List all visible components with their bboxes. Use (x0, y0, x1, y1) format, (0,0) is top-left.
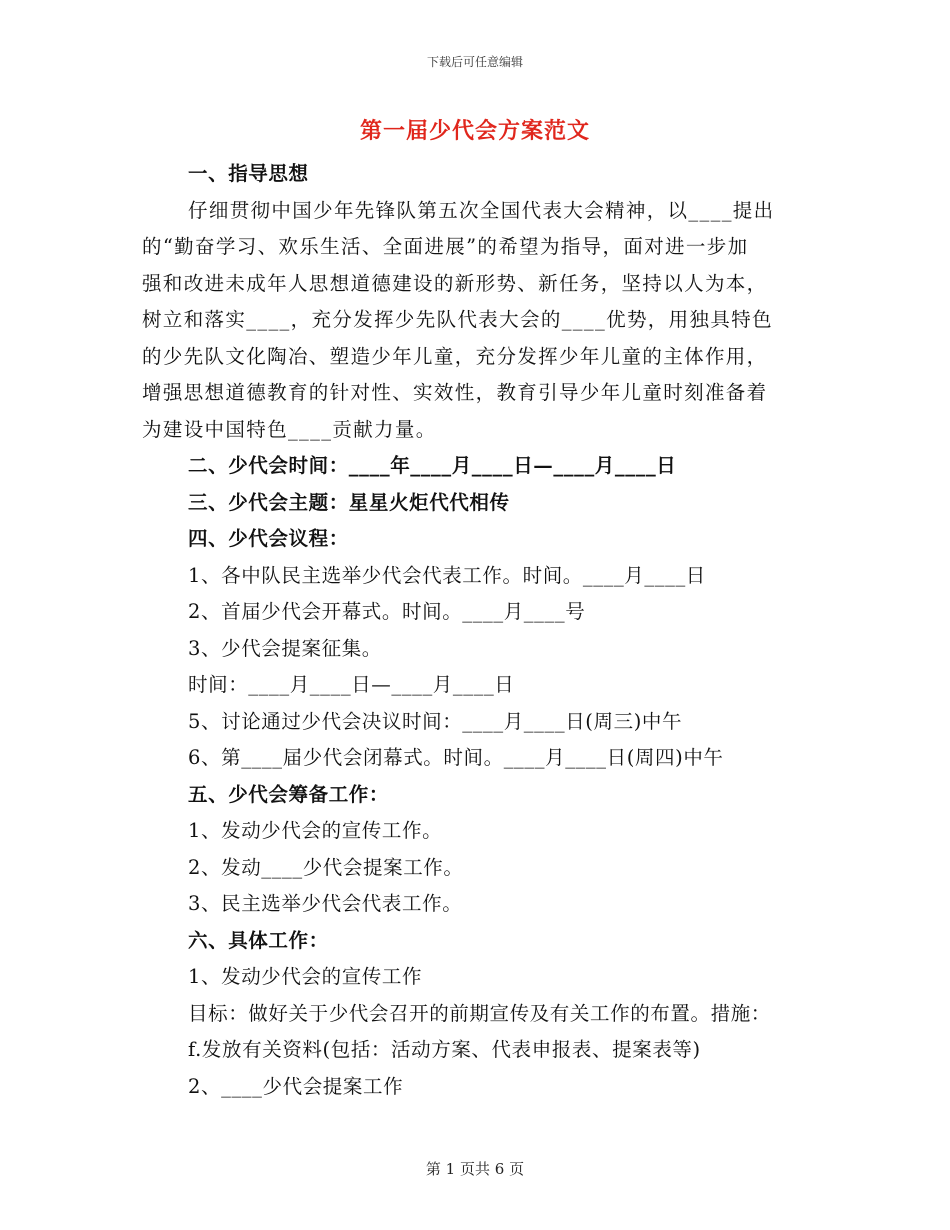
paragraph-line: 为建设中国特色____贡献力量。 (142, 417, 437, 441)
list-item: 1、发动少代会的宣传工作。 (188, 819, 443, 842)
paragraph-line: 仔细贯彻中国少年先锋队第五次全国代表大会精神，以____提出 (188, 198, 775, 222)
list-item: 5、讨论通过少代会决议时间：____月____日(周三)中午 (188, 709, 683, 733)
list-item: 1、各中队民主选举少代会代表工作。时间。____月____日 (188, 563, 706, 587)
document-title: 第一届少代会方案范文 (359, 118, 590, 144)
list-item: 2、发动____少代会提案工作。 (188, 855, 464, 879)
section-heading-6: 六、具体工作： (188, 928, 329, 952)
list-item: 3、民主选举少代会代表工作。 (188, 892, 463, 915)
paragraph-line: 树立和落实____，充分发挥少先队代表大会的____优势，用独具特色 (142, 308, 773, 331)
list-item: 6、第____届少代会闭幕式。时间。____月____日(周四)中午 (188, 746, 724, 769)
paragraph-line: 的“勤奋学习、欢乐生活、全面进展”的希望为指导，面对进一步加 (142, 235, 749, 258)
page-footer: 第 1 页共 6 页 (425, 1160, 525, 1178)
section-heading-5: 五、少代会筹备工作： (188, 782, 390, 806)
section-heading-1: 一、指导思想 (188, 162, 309, 185)
paragraph-line: 强和改进未成年人思想道德建设的新形势、新任务，坚持以人为本， (142, 271, 768, 295)
section-heading-4: 四、少代会议程： (188, 527, 349, 550)
list-item: f.发放有关资料(包括：活动方案、代表申报表、提案表等) (188, 1038, 701, 1061)
list-item: 1、发动少代会的宣传工作 (188, 965, 423, 988)
header-note: 下载后可任意编辑 (426, 55, 523, 69)
list-item: 2、首届少代会开幕式。时间。____月____号 (188, 600, 586, 623)
list-item: 时间：____月____日—____月____日 (188, 673, 515, 696)
paragraph-line: 增强思想道德教育的针对性、实效性，教育引导少年儿童时刻准备着 (142, 381, 768, 404)
section-heading-3: 三、少代会主题：星星火炬代代相传 (188, 490, 510, 514)
paragraph-line: 的少先队文化陶冶、塑造少年儿童，充分发挥少年儿童的主体作用， (142, 344, 768, 368)
document-body (142, 156, 812, 1105)
list-item: 2、____少代会提案工作 (188, 1074, 404, 1098)
list-item: 目标：做好关于少代会召开的前期宣传及有关工作的布置。措施： (188, 1001, 771, 1025)
list-item: 3、少代会提案征集。 (188, 636, 382, 660)
section-heading-2: 二、少代会时间：____年____月____日—____月____日 (188, 454, 677, 477)
